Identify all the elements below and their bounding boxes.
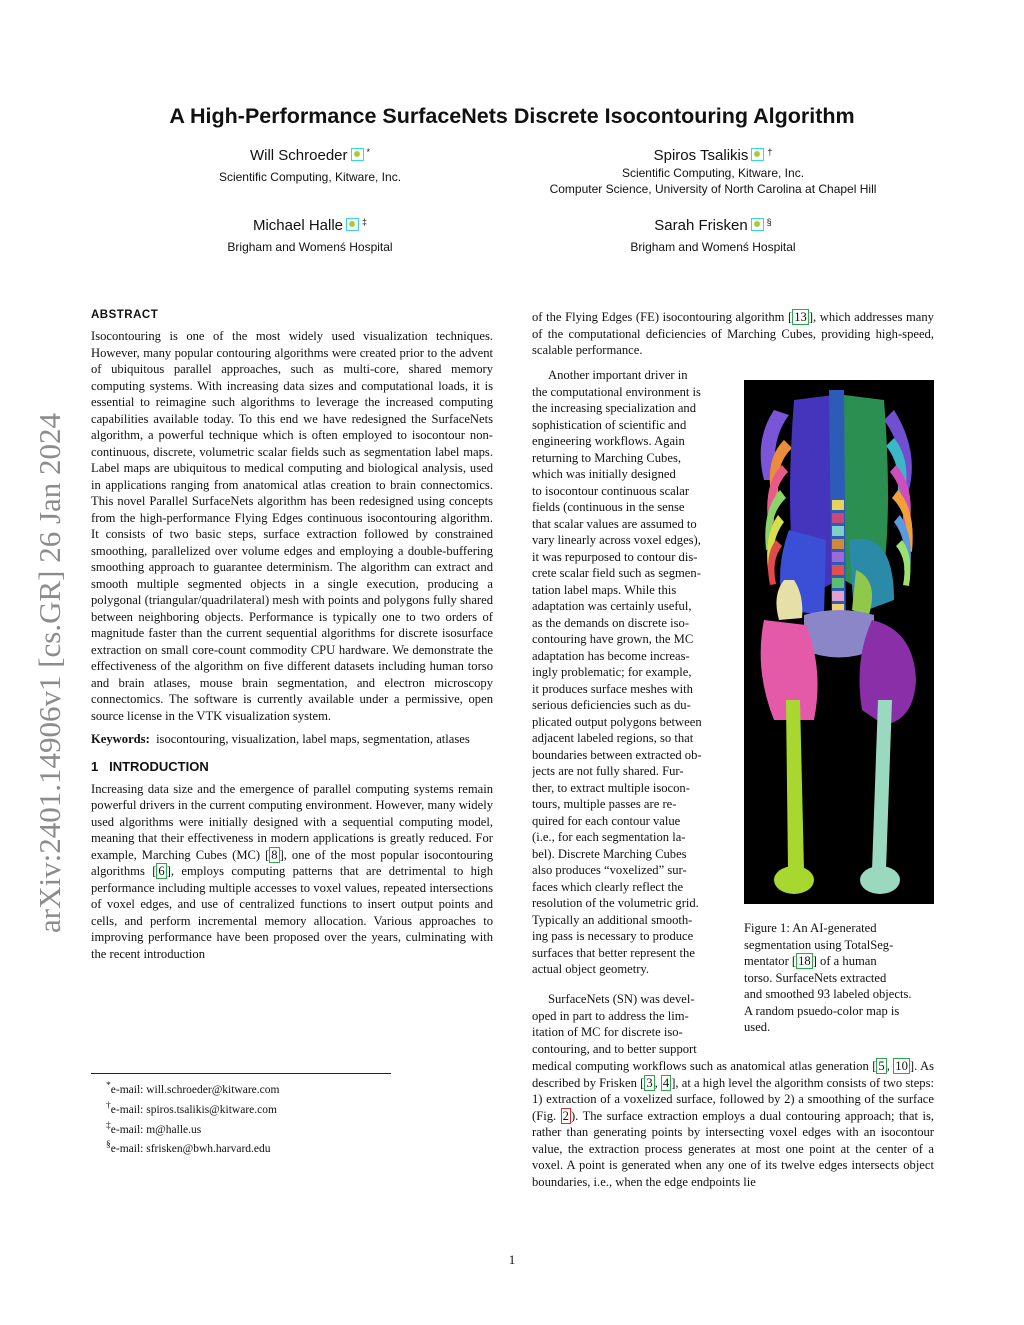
author-block-4 [563, 217, 863, 255]
caption-line: A random psuedo-color map is [744, 1003, 900, 1018]
text-line: contouring have grown, the MC [532, 632, 694, 646]
citation-link[interactable]: 13 [794, 310, 807, 324]
caption-line: mentator [ 18 ] of a human [744, 954, 877, 968]
keywords-label: Keywords: [91, 732, 150, 746]
text-line: faces which clearly reflect the [532, 879, 684, 894]
page-number: 1 [508, 1252, 516, 1267]
citation-link[interactable]: 5 [878, 1059, 885, 1073]
author-affiliation: Scientific Computing, Kitware, Inc. [218, 170, 402, 184]
author-affiliation: Scientific Computing, Kitware, Inc. [621, 166, 805, 180]
right-knee [860, 866, 900, 894]
text-line: it produces surface meshes with [532, 681, 693, 696]
left-column [91, 309, 493, 962]
author-name: Michael Halle ‡ [252, 217, 368, 234]
author-name: Sarah Frisken § [654, 217, 772, 234]
footnote: ‡e-mail: m@halle.us [106, 1119, 202, 1136]
text-line: returning to Marching Cubes, [532, 450, 681, 465]
keywords [91, 731, 493, 748]
footnote: §e-mail: sfrisken@bwh.harvard.edu [106, 1139, 271, 1156]
text-line: bel). Discrete Marching Cubes [532, 846, 687, 861]
citation-link[interactable]: 6 [158, 864, 165, 878]
arxiv-stamp-text: arXiv:2401.14906v1 [cs.GR] 26 Jan 2024 [32, 412, 67, 933]
text-line: adjacent labeled regions, so that [532, 731, 694, 745]
abstract-heading: ABSTRACT [91, 309, 159, 321]
text-line: serious deficiencies such as du- [532, 698, 691, 712]
right-paragraph-2 [532, 367, 729, 978]
author-block-1 [160, 147, 460, 185]
citation-link[interactable]: 10 [895, 1059, 908, 1073]
text-line: also produces “voxelized” sur- [532, 863, 687, 877]
text-line: tours, multiple passes are re- [532, 797, 677, 811]
author-name: Will Schroeder * [249, 147, 371, 164]
paper-title: A High-Performance SurfaceNets Discrete Isocontouring Algorithm [169, 104, 855, 128]
right-femur [872, 700, 892, 870]
text-line: tation label maps. While this [532, 582, 677, 597]
caption-line: used. [744, 1020, 771, 1034]
text-line: surfaces that better represent the [532, 945, 695, 960]
paragraph-lines [532, 991, 729, 1057]
citation-link[interactable]: 3 [646, 1075, 653, 1090]
text-line: actual object geometry. [532, 962, 650, 976]
left-knee [774, 866, 814, 894]
footnote: †e-mail: spiros.tsalikis@kitware.com [106, 1099, 277, 1116]
caption-line: segmentation using TotalSeg- [744, 937, 894, 952]
text-line: ingly problematic; for example, [532, 665, 692, 679]
figure-link[interactable]: 2 [562, 1108, 569, 1123]
abstract-text: Isocontouring is one of the most widely used visualization techniques. However, many popular contouring algorithms were created prior to the advent of ubiquitous parallel approaches, such as multi-core, shared memory computing systems. With increasing data sizes and computational loads, it is essential to reimagine such algorithms to leverage the increased computing capabilities available today. To this end we have redesigned the SurfaceNets algorithm, a powerful technique which is often employed to isocontour non-continuous, discrete, volumetric scalar fields such as segmentation label maps. Label maps are ubiquitous to medical computing and biological analysis, used in applications ranging from anatomical atlas creation to brain connectomics. This novel Parallel SurfaceNets algorithm has been redesigned using concepts from the high-performance Flying Edges continuous isocontouring algorithm. It consists of two basic steps, surface extraction followed by constrained smoothing, parallelized over volume edges and employing a double-buffering smoothing approach to guarantee determinism. The algorithm can extract and smooth multiple segmented objects in a single execution, producing a polygonal (triangular/quadrilateral) mesh with points and polygons fully shared between neighboring objects. Performance is typically one to two orders of magnitude faster than the current sequential algorithms for discrete isosurface extraction on small core-count commodity CPU hardware. We demonstrate the effectiveness of the algorithm on five different datasets including human torso and brain atlases, mouse brain segmentation, and electron microscopy connectomics. The software is currently available under a permissive, open source license in the VTK visualization system. [91, 329, 493, 723]
text-line: vary linearly across voxel edges), [532, 533, 701, 547]
figure-torso-segmentation [744, 380, 934, 904]
citation-link[interactable]: 8 [271, 847, 278, 862]
keywords-text: isocontouring, visualization, label maps, segmentation, atlases [156, 732, 470, 746]
section-heading: 1 INTRODUCTION [91, 758, 209, 774]
left-femur [786, 700, 804, 870]
text-line: contouring, and to better support [532, 1041, 697, 1056]
text-line: as the demands on discrete iso- [532, 615, 690, 630]
text-line: resolution of the volumetric grid. [532, 896, 699, 910]
right-paragraph-3 [532, 991, 729, 1057]
orcid-icon[interactable] [751, 148, 764, 161]
text-line: oped in part to address the lim- [532, 1008, 689, 1023]
caption-line: torso. SurfaceNets extracted [744, 970, 887, 985]
author-block-2 [520, 147, 906, 197]
caption-line: Figure 1: An AI-generated [744, 921, 877, 935]
text-line: (i.e., for each segmentation la- [532, 830, 686, 844]
intro-paragraph: Increasing data size and the emergence of parallel computing systems remain powerful drivers in the current computing environment. However, many widely used algorithms were initially designed with a sequential computing model, meaning that their effectiveness in modern applications is greatly reduced. For example, Marching Cubes (MC) [ 8 ], one of the most popular isocontouring algorithms [ 6 ], employs computing patterns that are detrimental to high performance including multiple accesses to voxel values, repeated intersections of voxel edges, and use of centralized functions to insert output points and cells, and perform incremental memory allocation. Various approaches to improving performance have been proposed over the years, culminating with the recent introduction [91, 781, 493, 961]
author-affiliation: Brigham and Womenś Hospital [227, 240, 393, 254]
text-line: adaptation was certainly useful, [532, 599, 692, 613]
author-name: Spiros Tsalikis † [653, 147, 773, 164]
author-affiliation: Computer Science, University of North Carolina at Chapel Hill [549, 182, 877, 196]
text-line: adaptation has become increas- [532, 648, 690, 663]
text-line: boundaries between extracted ob- [532, 747, 702, 762]
footnote-rule [91, 1073, 391, 1074]
text-line: crete scalar field such as segmen- [532, 566, 701, 580]
citation-link[interactable]: 4 [662, 1075, 670, 1090]
text-line: the computational environment is [532, 384, 701, 399]
orcid-icon[interactable] [351, 148, 364, 161]
text-line: it was repurposed to contour dis- [532, 549, 698, 564]
author-block-3 [160, 217, 460, 255]
footnotes [106, 1078, 486, 1157]
text-line: quired for each contour value [532, 813, 681, 828]
text-line: ther, to extract multiple isocon- [532, 780, 690, 795]
orcid-icon[interactable] [751, 218, 764, 231]
caption-line: and smoothed 93 labeled objects. [744, 987, 912, 1001]
right-paragraph-4: medical computing workflows such as anatomical atlas generation [ 5 , 10 ]. As described by Frisken [ 3 , 4 ], at a high level the algorithm consists of two steps: 1) extraction of a voxelized surface, followed by 2) a smoothing of the surface (Fig. 2 ). The surface extraction employs a dual contouring approach; that is, rather than generating points by intersecting voxel edges with an isocontour value, the extraction process generates at most one point at the center of a voxel. A point is generated when any one of its twelve edges intersects object boundaries, i.e., when the edge endpoints lie [532, 1059, 935, 1189]
author-affiliation: Brigham and Womenś Hospital [630, 240, 796, 254]
orcid-icon[interactable] [346, 218, 359, 231]
footnote: *e-mail: will.schroeder@kitware.com [106, 1080, 280, 1096]
text-line: itation of MC for discrete iso- [532, 1025, 683, 1039]
torso-render [744, 380, 934, 904]
figure-caption [744, 920, 934, 1036]
right-paragraph-1: of the Flying Edges (FE) isocontouring algorithm [ 13 ], which addresses many of the computational deficiencies of Marching Cubes, providing high-speed, scalable performance. [532, 310, 934, 357]
paragraph-lines [532, 367, 729, 978]
text-line: engineering workflows. Again [532, 434, 685, 448]
text-line: Another important driver in [548, 368, 688, 382]
text-line: ing pass is necessary to produce [532, 929, 694, 943]
text-line: SurfaceNets (SN) was devel- [548, 992, 695, 1006]
text-line: that scalar values are assumed to [532, 516, 697, 531]
text-line: Typically an additional smooth- [532, 912, 693, 927]
text-line: jects are not fully shared. Fur- [532, 764, 684, 778]
text-line: sophistication of scientific and [532, 417, 687, 432]
text-line: to isocontour continuous scalar [532, 483, 690, 498]
text-line: the increasing specialization and [532, 401, 697, 415]
text-line: fields (continuous in the sense [532, 500, 685, 514]
text-line: which was initially designed [532, 467, 676, 481]
text-line: plicated output polygons between [532, 714, 702, 729]
citation-link[interactable]: 18 [798, 954, 811, 968]
